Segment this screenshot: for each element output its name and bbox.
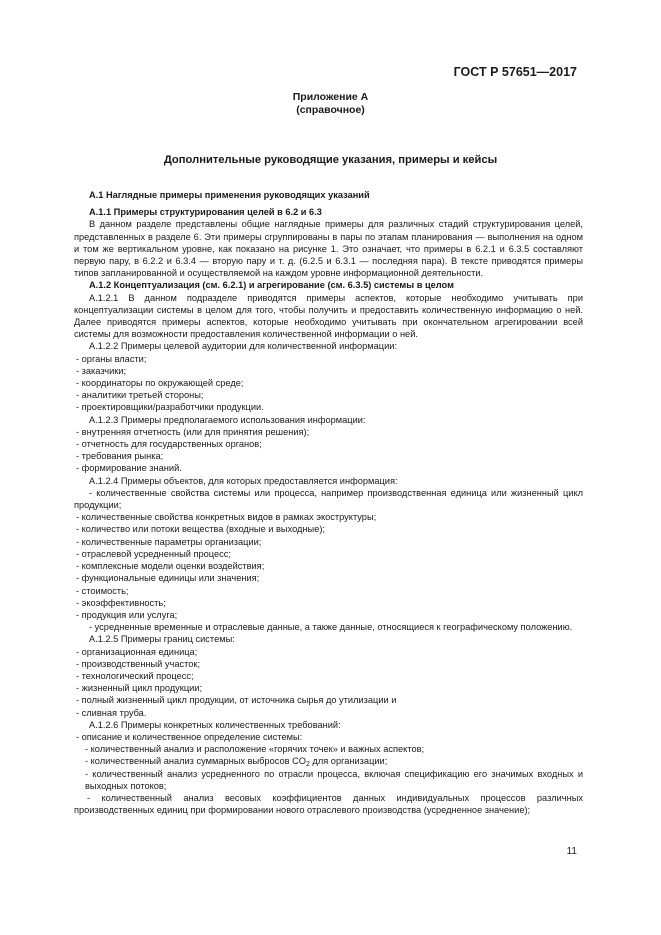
list-item: - заказчики;	[76, 365, 127, 376]
list-item: - организационная единица;	[76, 646, 198, 657]
section-a11-text: В данном разделе представлены общие наглядные примеры для различных стадий структурирования целей, представленных в разделе 6. Эти примеры сгруппированы в пары по этапам планирования — выполнения на одном и том же вертикальном уровне, как показано на рисунке 1. Это означает, что примеры в 6.2.1 и 6.3.5 составляют первую пару, в 6.2.2 и 6.3.4 — вторую пару и т. д. (6.2.5 и 6.3.1 — последняя пара). В тексте приводятся примеры типов запланированной и осуществляемой на каждом уровне информационной деятельности.	[74, 219, 583, 279]
section-a122-heading: А.1.2.2 Примеры целевой аудитории для количественной информации:	[89, 341, 398, 352]
list-item: - внутренняя отчетность (или для принятия решения);	[76, 426, 310, 437]
annex-title: Приложение А	[292, 91, 369, 103]
page-number: 11	[566, 846, 577, 857]
list-item: - полный жизненный цикл продукции, от источника сырья до утилизации и	[76, 695, 397, 706]
list-item: - проектировщики/разработчики продукции.	[76, 402, 264, 413]
list-item: - стоимость;	[76, 585, 129, 596]
sub-list-text: - количественный анализ суммарных выбросов CO	[85, 756, 306, 767]
section-a121-text: А.1.2.1 В данном подразделе приводятся примеры аспектов, которые необходимо учитывать при концептуализации системы в целом для того, чтобы получить и предоставить количественную информацию о ней. Далее приводятся примеры аспектов, которые необходимо учитывать при окончательном агрегировании всей системы для возможности предоставления количественной информации о ней.	[74, 292, 583, 340]
list-item: - количество или потоки вещества (входные и выходные);	[76, 524, 325, 535]
sub-list-item	[74, 755, 583, 767]
sub-list-text: для организации;	[309, 756, 388, 767]
list-item: - комплексные модели оценки воздействия;	[76, 561, 265, 572]
section-a11-heading: А.1.1 Примеры структурирования целей в 6.2 и 6.3	[89, 207, 322, 218]
list-item: - экоэффективность;	[76, 597, 166, 608]
list-item: - количественные параметры организации;	[76, 536, 262, 547]
annex-subtitle: (справочное)	[296, 104, 365, 116]
list-item: - отчетность для государственных органов;	[76, 439, 262, 450]
document-body	[74, 189, 583, 816]
sub-list-item: - количественный анализ и расположение «горячих точек» и важных аспектов;	[85, 744, 425, 755]
section-a123-heading: А.1.2.3 Примеры предполагаемого использования информации:	[89, 414, 366, 425]
section-a126-heading: А.1.2.6 Примеры конкретных количественных требований:	[89, 719, 341, 730]
list-item: - требования рынка;	[76, 451, 164, 462]
annex-heading	[0, 91, 661, 117]
list-item: - производственный участок;	[76, 658, 201, 669]
section-a12-heading: А.1.2 Концептуализация (см. 6.2.1) и агрегирование (см. 6.3.5) системы в целом	[89, 280, 454, 291]
list-item: - описание и количественное определение системы:	[76, 731, 303, 742]
list-item: - количественные свойства конкретных видов в рамках экоструктуры;	[76, 512, 377, 523]
list-item: - аналитики третьей стороны;	[76, 390, 204, 401]
list-item: - координаторы по окружающей среде;	[76, 378, 244, 389]
list-item: - отраслевой усредненный процесс;	[76, 548, 231, 559]
sub-list-item: - количественный анализ усредненного по отрасли процесса, включая спецификацию его значимых входных и выходных потоков;	[85, 768, 583, 791]
list-item: - органы власти;	[76, 353, 147, 364]
list-item: - функциональные единицы или значения;	[76, 573, 260, 584]
section-a1-heading: А.1 Наглядные примеры применения руководящих указаний	[89, 190, 370, 200]
section-a125-heading: А.1.2.5 Примеры границ системы:	[89, 634, 235, 645]
section-a124-heading: А.1.2.4 Примеры объектов, для которых предоставляется информация:	[89, 475, 398, 486]
standard-number: ГОСТ Р 57651—2017	[453, 65, 577, 79]
list-item: - сливная труба.	[76, 707, 147, 718]
list-item: - технологический процесс;	[76, 670, 194, 681]
list-item: - продукция или услуга;	[76, 609, 178, 620]
list-item: - усредненные временные и отраслевые данные, а также данные, относящиеся к географическому положению.	[89, 622, 573, 633]
list-item: - количественные свойства системы или процесса, например производственная единица или жизненный цикл продукции;	[74, 487, 583, 511]
main-title: Дополнительные руководящие указания, примеры и кейсы	[163, 154, 498, 166]
subscript: 2	[305, 761, 310, 769]
list-item: - жизненный цикл продукции;	[76, 683, 203, 694]
list-item: - формирование знаний.	[76, 463, 182, 474]
sub-list-item: - количественный анализ весовых коэффициентов данных индивидуальных процессов различных производственных единиц при формировании нового отраслевого производства (усредненное значение);	[74, 792, 583, 816]
